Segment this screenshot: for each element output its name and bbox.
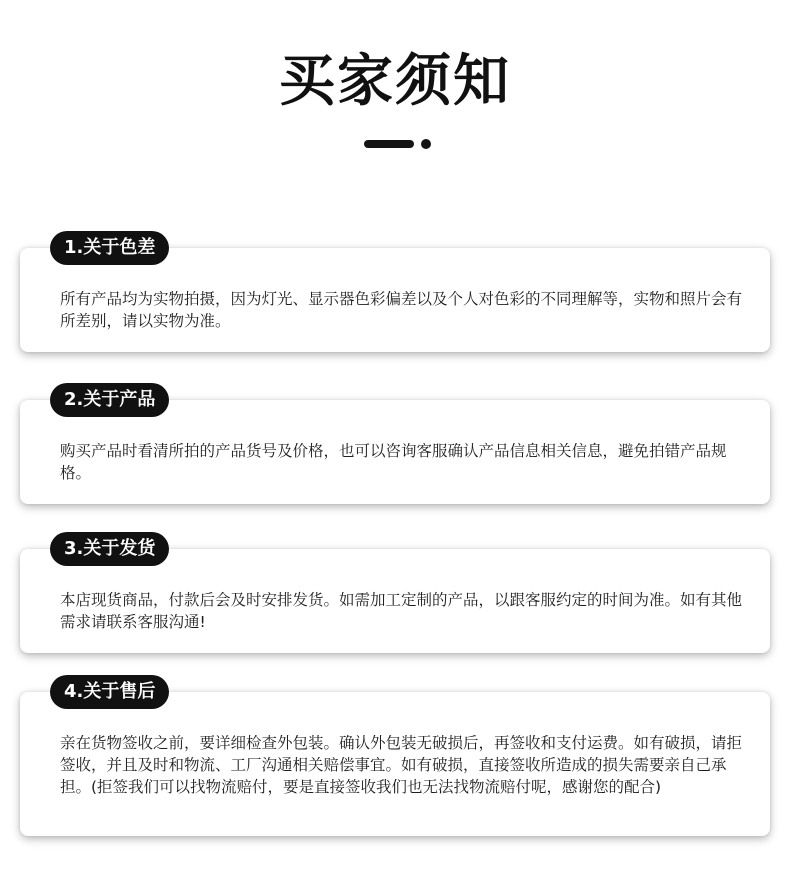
section-label-product: 2.关于产品 [50,383,169,417]
section-text-shipping: 本店现货商品，付款后会及时安排发货。如需加工定制的产品，以跟客服约定的时间为准。如有其他需求请联系客服沟通! [60,591,743,631]
section-text-color-difference: 所有产品均为实物拍摄，因为灯光、显示器色彩偏差以及个人对色彩的不同理解等，实物和照片会有所差别，请以实物为准。 [60,290,743,330]
section-text-after-sales: 亲在货物签收之前，要详细检查外包装。确认外包装无破损后，再签收和支付运费。如有破损，请拒签收，并且及时和物流、工厂沟通相关赔偿事宜。如有破损，直接签收所造成的损失需要亲自己承担。(拒签我们可以找物流赔付，要是直接签收我们也无法找物流赔付呢，感谢您的配合) [60,734,743,796]
page-title: 买家须知 [279,49,511,114]
section-label-shipping: 3.关于发货 [50,532,169,566]
ornament-bar [364,140,414,148]
section-label-color-difference: 1.关于色差 [50,231,169,265]
title-ornament [364,139,434,149]
section-text-product: 购买产品时看清所拍的产品货号及价格，也可以咨询客服确认产品信息相关信息，避免拍错产品规格。 [60,442,727,482]
section-label-after-sales: 4.关于售后 [50,675,169,709]
section-card-after-sales [20,692,770,836]
ornament-dot [421,139,431,149]
